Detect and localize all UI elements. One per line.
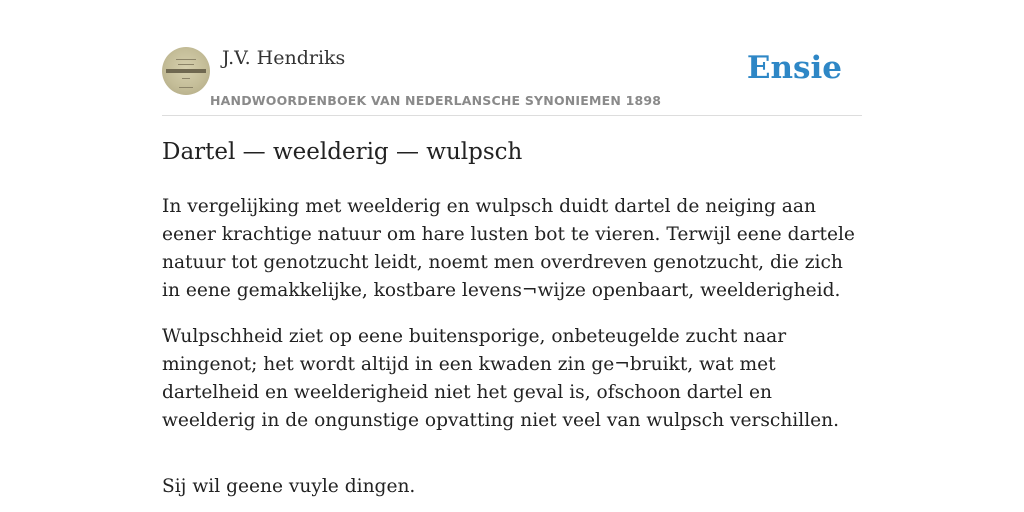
source-title[interactable]: HANDWOORDENBOEK VAN NEDERLANSCHE SYNONIEMEN 1898	[210, 93, 662, 108]
page-header	[162, 46, 862, 116]
article-quote: Sij wil geene vuyle dingen.	[162, 476, 416, 497]
author-name[interactable]: J.V. Hendriks	[222, 47, 346, 69]
header-divider	[162, 115, 862, 116]
book-cover-avatar[interactable]	[162, 47, 210, 95]
article-title: Dartel — weelderig — wulpsch	[162, 139, 523, 165]
cover-text-line	[182, 78, 190, 79]
cover-text-line	[178, 64, 194, 65]
cover-text-line	[176, 59, 196, 60]
article-paragraph: In vergelijking met weelderig en wulpsch duidt dartel de neiging aan eener krachtige natuur om hare lusten bot te vieren. Terwijl eene dartele natuur tot genotzucht leidt, noemt men overdreven genotzucht, die zich in eene gemakkelijke, kostbare levens¬wijze openbaart, weelderigheid.	[162, 196, 855, 301]
article-paragraph: Wulpschheid ziet op eene buitensporige, onbeteugelde zucht naar mingenot; het wordt altijd in een kwaden zin ge¬bruikt, wat met dartelheid en weelderigheid niet het geval is, ofschoon dartel en weelderig in de ongunstige opvatting niet veel van wulpsch verschillen.	[162, 326, 840, 431]
cover-title-band	[166, 69, 206, 73]
article-body	[162, 193, 862, 512]
cover-text-line	[179, 87, 193, 88]
ensie-logo[interactable]: Ensie	[746, 50, 842, 86]
